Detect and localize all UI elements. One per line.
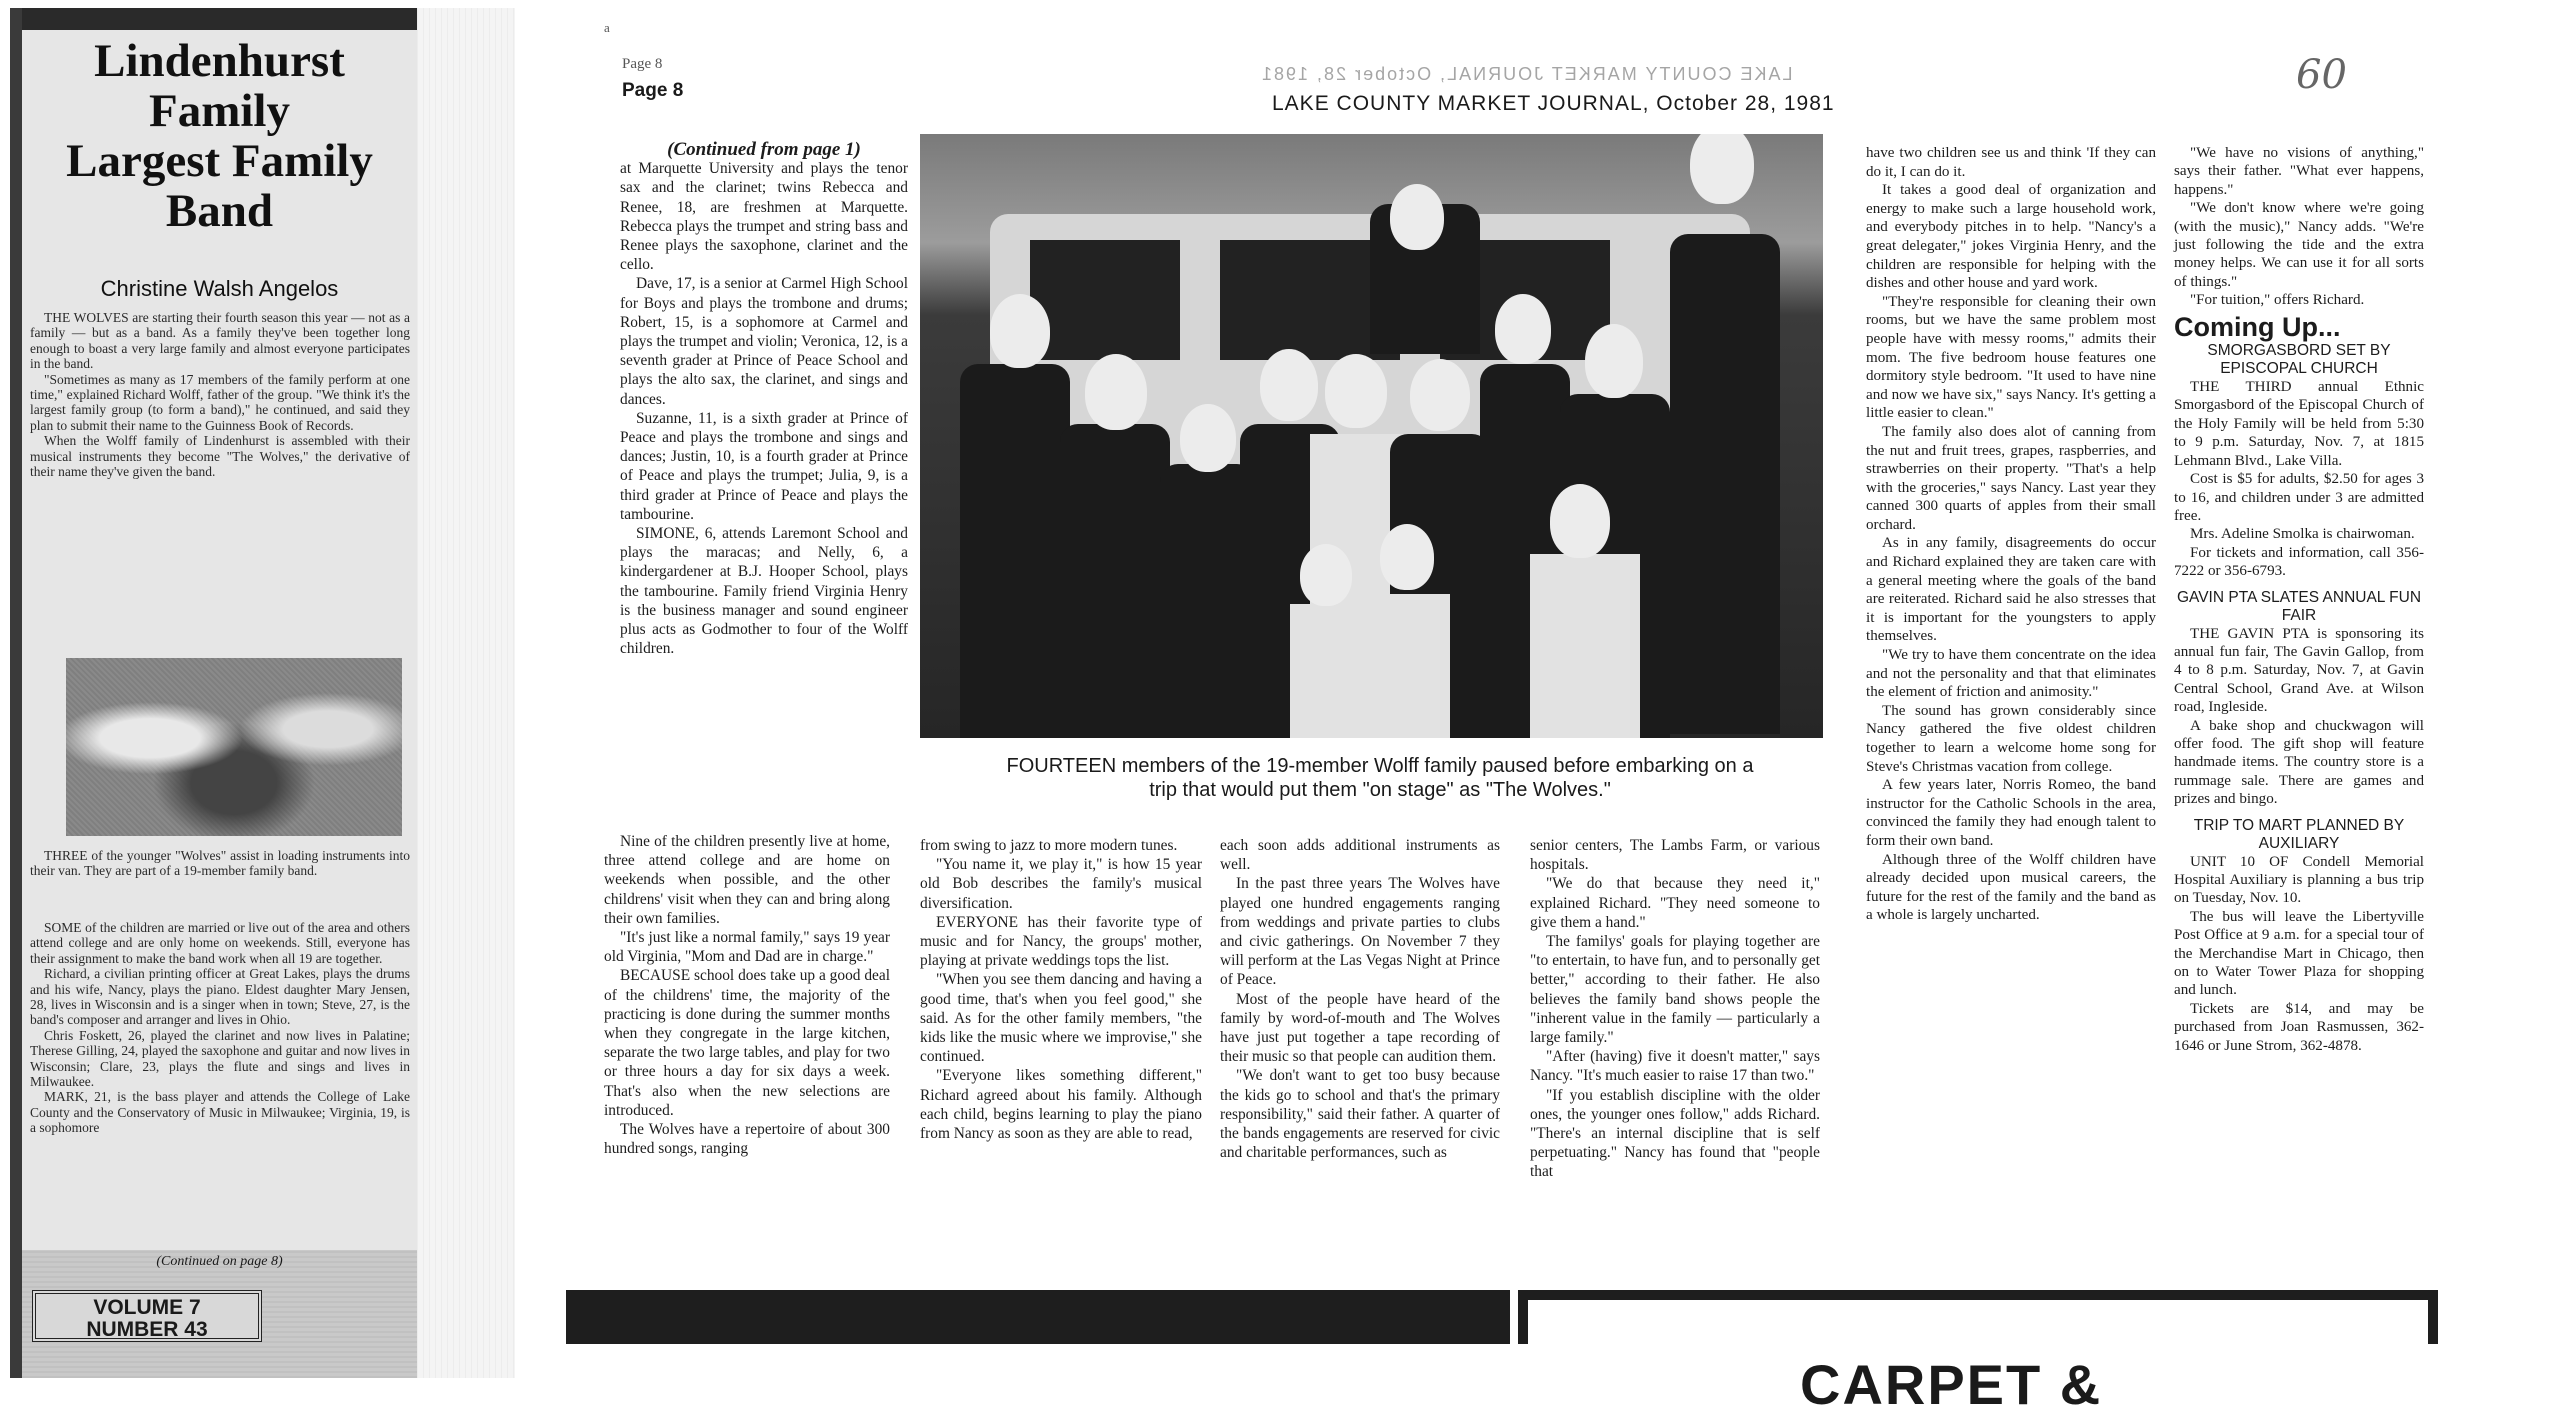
paragraph: The Wolves have a repertoire of about 300 hundred songs, ranging <box>604 1121 890 1158</box>
paragraph: "It's just like a normal family," says 19 year old Virginia, "Mom and Dad are in charge." <box>604 929 890 966</box>
person <box>1410 359 1470 431</box>
paragraph: THE GAVIN PTA is sponsoring its annual fun fair, The Gavin Gallop, from 4 to 8 p.m. Saturday, Nov. 7, at Gavin Central School, Grand Ave. at Wilson road, Ingleside. <box>2174 625 2424 716</box>
article-col2 <box>920 836 1202 1143</box>
paragraph: at Marquette University and plays the tenor sax and the clarinet; twins Rebecca and Renee, 18, are freshmen at Marquette. Rebecca plays the trumpet and string bass and Renee plays the saxophone, clarinet and the cello. <box>620 160 908 274</box>
van-window <box>1030 240 1180 360</box>
page-number: Page 8 <box>622 80 684 101</box>
paragraph: A bake shop and chuckwagon will offer food. The gift shop will feature handmade items. The country store is a rummage sale. There are games and prizes and bingo. <box>2174 717 2424 808</box>
paragraph: In the past three years The Wolves have played one hundred engagements ranging from weddings and private parties to clubs and civic gatherings. On November 7 they will perform at the Las Vegas Night at Prince of Peace. <box>1220 875 1500 989</box>
bottom-ad-bar-left <box>566 1290 1510 1344</box>
family-photo <box>920 134 1823 738</box>
paragraph: "Sometimes as many as 17 members of the family perform at one time," explained Richard Wolff, father of the group. "We think it's the largest family group (to form a band)," he continued, and said they plan to submit their name to the Guinness Book of Records. <box>30 371 410 433</box>
volume-label: VOLUME 7 <box>93 1296 201 1319</box>
paragraph: The sound has grown considerably since Nancy gathered the five oldest children together to learn a welcome home song for Steve's Christmas vacation from college. <box>1866 702 2156 775</box>
person <box>1290 604 1370 738</box>
article-col1-top <box>620 140 908 658</box>
person <box>1550 484 1610 558</box>
paragraph: have two children see us and think 'If they can do it, I can do it. <box>1866 145 2156 180</box>
paragraph: "Everyone likes something different," Richard agreed about his family. Although each child, begins learning to play the piano from Nancy as soon as they are able to read, <box>920 1067 1202 1143</box>
strip-dark-edge <box>10 8 22 1378</box>
person <box>1670 234 1780 734</box>
masthead: LAKE COUNTY MARKET JOURNAL, October 28, 1981 <box>1272 92 1835 115</box>
paragraph: "We do that because they need it," explained Richard. "They need someone to give them a hand." <box>1530 875 1820 931</box>
paragraph: BECAUSE school does take up a good deal of the childrens' time, the majority of the practicing is done during the summer months when they congregate in the large kitchen, separate the two large tables, and play for two or three hours a day for six days a week. That's also when the new selections are introduced. <box>604 967 890 1119</box>
event-heading: TRIP TO MART PLANNED BY AUXILIARY <box>2193 816 2405 852</box>
paragraph: Dave, 17, is a senior at Carmel High School for Boys and plays the trombone and drums; Robert, 15, is a sophomore at Carmel and plays the trumpet and violin; Veronica, 12, is a seventh grader at Prince of Peace School and plays the alto sax, the clarinet, and sings and dances. <box>620 275 908 408</box>
event-heading: SMORGASBORD SET BY EPISCOPAL CHURCH <box>2207 342 2391 378</box>
paragraph: THE THIRD annual Ethnic Smorgasbord of the Episcopal Church of the Holy Family will be held from 5:30 to 9 p.m. Saturday, Nov. 7, at 1815 Lehmann Blvd., Lake Villa. <box>2174 379 2424 469</box>
person <box>960 364 1070 738</box>
person <box>1370 594 1450 738</box>
volume-box <box>32 1290 262 1342</box>
article-col5 <box>1866 144 2156 925</box>
article-col1-bottom <box>604 832 890 1158</box>
person <box>1585 324 1643 398</box>
front-page-footer <box>22 1250 417 1378</box>
paragraph: Nine of the children presently live at home, three attend college and are home on weekends when possible, and the other childrens' visit when they can and bring along their own families. <box>604 833 890 927</box>
strip-top-bar <box>22 8 417 30</box>
bottom-ad-box <box>1528 1300 2428 1344</box>
masthead-bleed-through: LAKE COUNTY MARKET JOURNAL, October 28, 1981 <box>1260 64 1793 84</box>
paragraph: For tickets and information, call 356-7222 or 356-6793. <box>2174 544 2424 580</box>
caption: THREE of the younger "Wolves" assist in loading instruments into their van. They are part of a 19-member family band. <box>30 848 410 879</box>
paragraph: The bus will leave the Libertyville Post Office at 9 a.m. for a special tour of the Merchandise Mart in Chicago, then on to Water Tower Plaza for shopping and lunch. <box>2174 908 2424 999</box>
front-page-photo <box>66 658 402 836</box>
person <box>1300 544 1352 606</box>
paragraph: It takes a good deal of organization and energy to make such a large household work, and everybody pitches in to help. "Nancy's a great delegater," jokes Virginia Henry, and the children are responsible for helping with the dishes and other house and yard work. <box>1866 182 2156 292</box>
front-page-column <box>22 30 417 1250</box>
paragraph: The family also does alot of canning from the nut and fruit trees, grapes, raspberries, and strawberries on their property. "That's a help with the groceries," says Nancy. Last year they canned 300 quarts of apples from their small orchard. <box>1866 423 2156 533</box>
paragraph: MARK, 21, is the bass player and attends the College of Lake County and the Conservatory of Music in Milwaukee; Virginia, 19, is a sophomore <box>30 1089 410 1136</box>
paragraph: "When you see them dancing and having a good time, that's when you feel good," she said. As for the other family members, "the kids like the music where we improvise," she continued. <box>920 971 1202 1066</box>
page-scribble: Page 8 <box>622 56 663 72</box>
paragraph: "We don't know where we're going (with the music)," Nancy adds. "We're just following the tide and the extra money helps. We can use it for all sorts of things." <box>2174 200 2424 290</box>
paragraph: As in any family, disagreements do occur and Richard explained they are taken care with a general meeting where the goals of the band are reiterated. Richard said he also stresses that it is important for the youngsters to apply themselves. <box>1866 535 2156 645</box>
handwritten-number: 60 <box>2296 52 2347 98</box>
paragraph: "We have no visions of anything," says their father. "What ever happens, happens." <box>2174 145 2424 198</box>
paragraph: Cost is $5 for adults, $2.50 for ages 3 to 16, and children under 3 are admitted free. <box>2174 471 2424 524</box>
paragraph: A few years later, Norris Romeo, the band instructor for the Catholic Schools in the area, convinced the family they had enough talent to form their own band. <box>1866 777 2156 849</box>
event-heading: GAVIN PTA SLATES ANNUAL FUN FAIR <box>2176 588 2422 624</box>
paragraph: When the Wolff family of Lindenhurst is assembled with their musical instruments they become "The Wolves," the derivative of their name they've given the band. <box>30 433 410 480</box>
paragraph: each soon adds additional instruments as well. <box>1220 837 1500 874</box>
article-col6 <box>2174 144 2424 1055</box>
corner-mark: a <box>604 20 610 35</box>
continued-note: (Continued on page 8) <box>156 1254 283 1269</box>
paragraph: EVERYONE has their favorite type of music and for Nancy, the groups' mother, playing at private weddings tops the list. <box>920 913 1202 970</box>
person <box>1085 354 1147 430</box>
carpet-ad-text: CARPET & <box>1800 1353 2103 1416</box>
front-page-headline: Lindenhurst Family Largest Family Band <box>66 35 373 237</box>
paragraph: Richard, a civilian printing officer at Great Lakes, plays the drums and his wife, Nancy, plays the piano. Eldest daughter Mary Jensen, 28, lives in Wisconsin and is a singer when in town; Steve, 27, is the band's composer and arranger and lives in Ohio. <box>30 966 410 1028</box>
paragraph: Chris Foskett, 26, played the clarinet and now lives in Palatine; Therese Gilling, 24, played the saxophone and guitar and now lives in Wisconsin; Clare, 23, plays the flute and sings and lives in Milwaukee. <box>30 1027 410 1090</box>
person <box>1380 524 1434 590</box>
paragraph: Tickets are $14, and may be purchased from Joan Rasmussen, 362-1646 or June Strom, 362-4878. <box>2174 1000 2424 1054</box>
paragraph: "After (having) five it doesn't matter," says Nancy. "It's much easier to raise 17 than two." <box>1530 1048 1820 1085</box>
front-page-lower-text <box>30 920 410 1136</box>
strip-gutter <box>417 8 515 1378</box>
person <box>1390 184 1444 250</box>
number-label: NUMBER 43 <box>86 1318 208 1341</box>
paragraph: "If you establish discipline with the older ones, the younger ones follow," adds Richard. "There's an internal discipline that is self perpetuating." Nancy has found that "people that <box>1530 1086 1820 1181</box>
paragraph: senior centers, The Lambs Farm, or various hospitals. <box>1530 837 1820 874</box>
person <box>1495 294 1551 364</box>
article-col3 <box>1220 836 1500 1162</box>
paragraph: from swing to jazz to more modern tunes. <box>920 837 1178 854</box>
person <box>1690 134 1754 204</box>
paragraph: SOME of the children are married or live out of the area and others attend college and are only home on weekends. Still, everyone has their assignment to make the band work when all 19 are together. <box>30 920 410 966</box>
paragraph: THE WOLVES are starting their fourth season this year — not as a family — but as a band. As a family they've been together long enough to boast a very large family and almost everyone participates in the band. <box>30 310 410 372</box>
person <box>990 294 1050 368</box>
paragraph: Most of the people have heard of the family by word-of-mouth and The Wolves have just put together a tape recording of their music so that people can audition them. <box>1220 990 1500 1066</box>
article-col4 <box>1530 836 1820 1182</box>
continued-from: (Continued from page 1) <box>667 139 861 160</box>
person <box>1260 349 1318 421</box>
paragraph: Mrs. Adeline Smolka is chairwoman. <box>2190 526 2415 543</box>
coming-up-heading: Coming Up... <box>2174 311 2341 342</box>
paragraph: UNIT 10 OF Condell Memorial Hospital Auxiliary is planning a bus trip on Tuesday, Nov. 10. <box>2174 853 2424 907</box>
paragraph: "We try to have them concentrate on the idea and not the personality and that that eliminates the element of friction and animosity." <box>1866 647 2156 701</box>
person <box>1180 404 1236 472</box>
paragraph: Although three of the Wolff children have already decided upon musical careers, the future for the rest of the family and the band as a whole is largely uncharted. <box>1866 851 2156 924</box>
paragraph: The familys' goals for playing together are "to entertain, to have fun, and to personally get better," according to their father. He also believes the family band shows people the "inherent value in the family — particularly a large family." <box>1530 933 1820 1047</box>
paragraph: "They're responsible for cleaning their own rooms, but we have the same problem most people have with messy rooms," admits their mom. The five bedroom house features one dormitory style bedroom. "It used to have nine and now we have six," says Nancy. It's getting a little easier to clean." <box>1866 293 2157 422</box>
paragraph: Suzanne, 11, is a sixth grader at Prince of Peace and plays the trombone and sings and dances; Justin, 10, is a fourth grader at Prince of Peace and plays the trumpet; Julia, 9, is a third grader at Prince of Peace and plays the tambourine. <box>620 409 908 523</box>
family-photo-caption: FOURTEEN members of the 19-member Wolff family paused before embarking on a trip that would put them "on stage" as "The Wolves." <box>1006 755 1754 801</box>
person <box>1060 424 1170 738</box>
paragraph: "We don't want to get too busy because the kids go to school and that's the primary responsibility," said their father. A quarter of the bands engagements are reserved for civic and charitable performances, such as <box>1220 1067 1500 1162</box>
front-page-photo-caption <box>30 848 410 879</box>
front-page-intro <box>30 310 410 479</box>
person <box>1325 354 1387 428</box>
person <box>1530 554 1640 738</box>
paragraph: SIMONE, 6, attends Laremont School and plays the maracas; and Nelly, 6, a kindergardener at B.J. Hooper School, plays the tambourine. Family friend Virginia Henry is the business manager and sound engineer plus acts as Godmother to four of the Wolff children. <box>620 525 908 658</box>
front-page-byline: Christine Walsh Angelos <box>100 276 339 301</box>
paragraph: "For tuition," offers Richard. <box>2190 292 2365 309</box>
paragraph: "You name it, we play it," is how 15 year old Bob describes the family's musical diversification. <box>920 856 1202 912</box>
